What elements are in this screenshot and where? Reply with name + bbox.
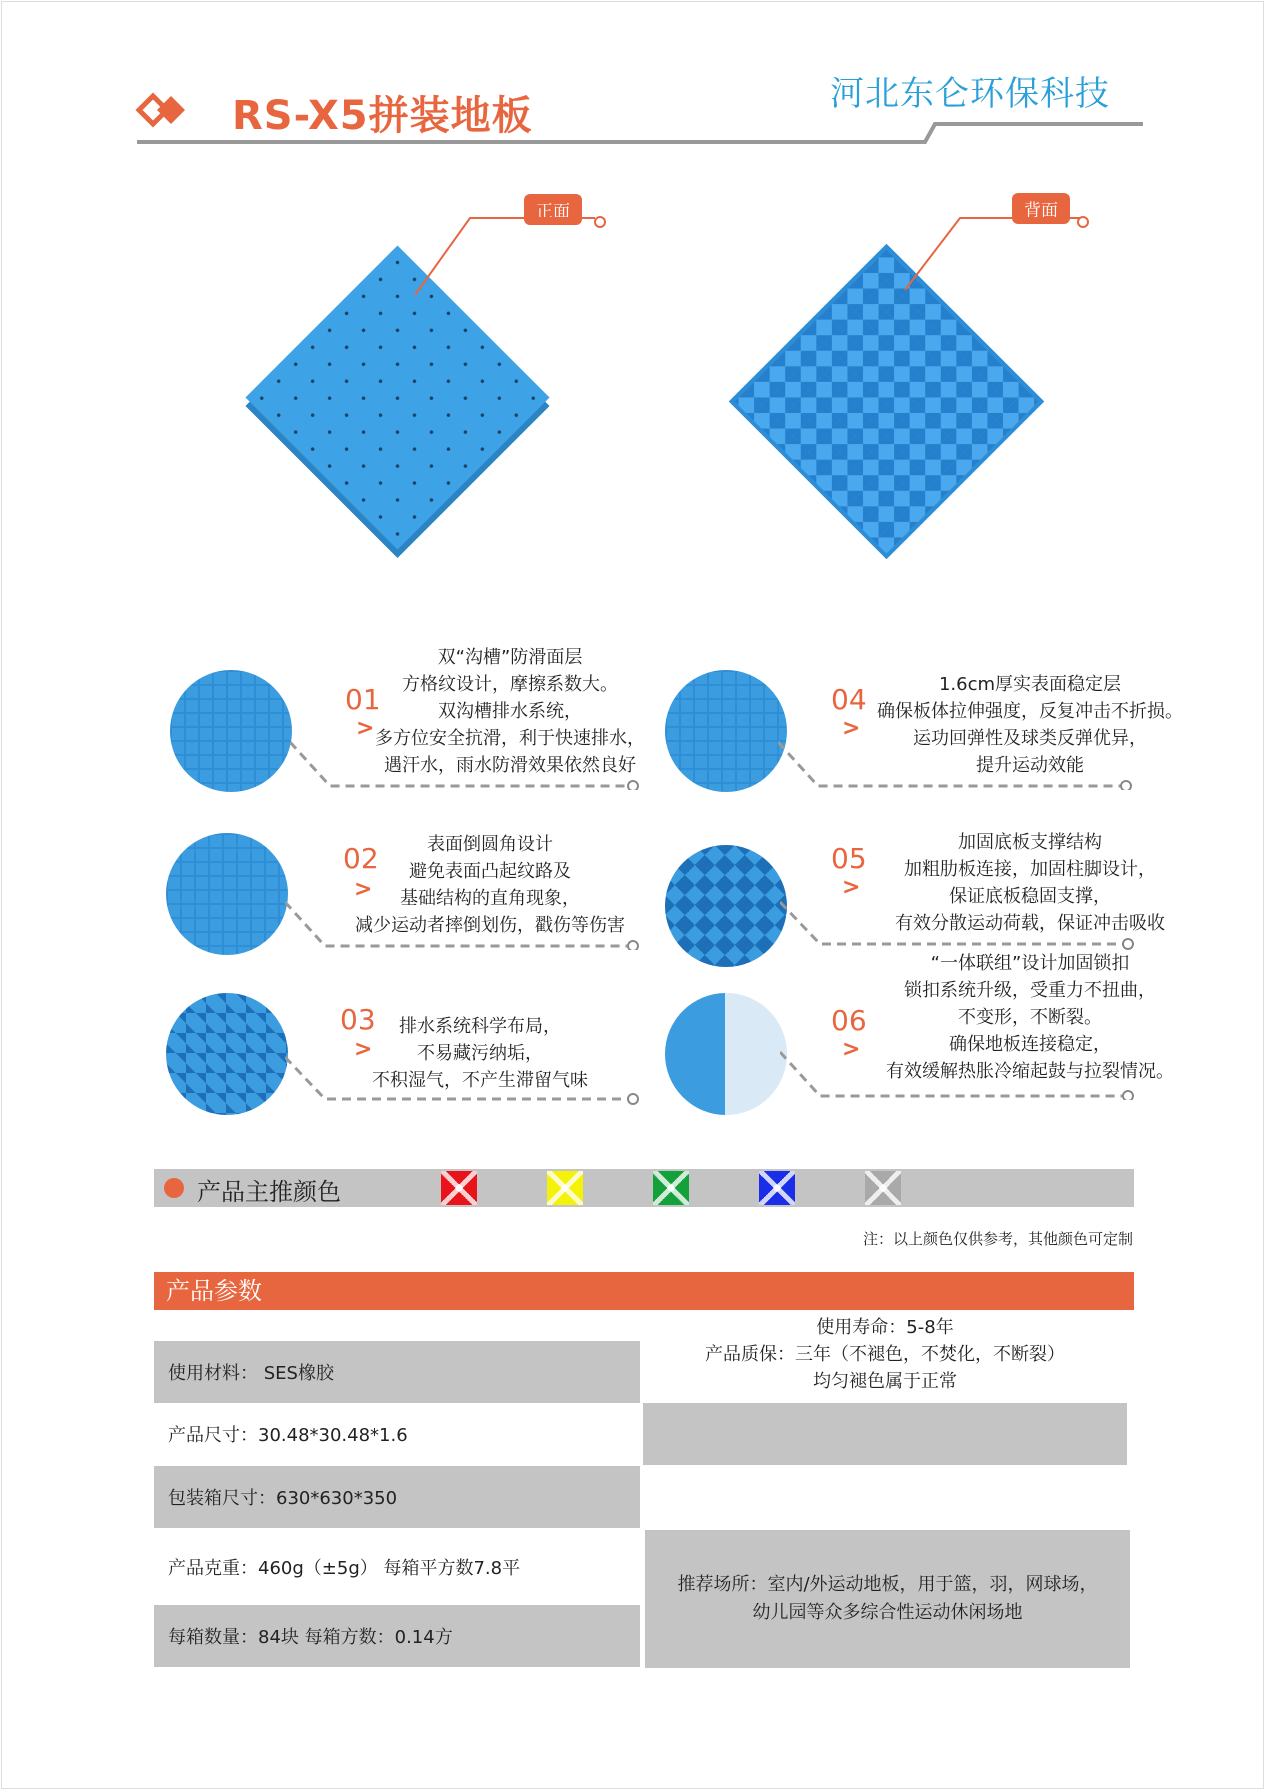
param-quantity: 每箱数量：84块 每箱方数：0.14方 bbox=[154, 1605, 640, 1667]
feature-01-number: 01 bbox=[345, 683, 381, 716]
param-weight: 产品克重：460g（±5g） 每箱平方数7.8平 bbox=[168, 1558, 521, 1579]
back-label: 背面 bbox=[1012, 193, 1070, 224]
feature-03-arrow-icon: > bbox=[354, 1037, 373, 1062]
feature-04-text: 1.6cm厚实表面稳定层 确保板体拉伸强度，反复冲击不折损。 运功回弹性及球类反弹优异， 提升运动效能 bbox=[877, 674, 1183, 776]
feature-02-text: 表面倒圆角设计 避免表面凸起纹路及 基础结构的直角现象， 减少运动者摔倒划伤，戳伤等伤害 bbox=[355, 834, 625, 936]
feature-03-number: 03 bbox=[340, 1003, 376, 1036]
color-swatch-red bbox=[441, 1171, 477, 1205]
param-lifespan-warranty: 使用寿命：5-8年 产品质保：三年（不褪色，不焚化，不断裂） 均匀褪色属于正常 bbox=[705, 1317, 1065, 1392]
feature-02-arrow-icon: > bbox=[354, 877, 373, 902]
color-swatch-blue bbox=[759, 1171, 795, 1205]
page-title: RS-X5拼装地板 bbox=[232, 93, 533, 139]
param-size: 产品尺寸：30.48*30.48*1.6 bbox=[168, 1425, 408, 1446]
params-heading: 产品参数 bbox=[154, 1272, 1134, 1310]
color-swatch-yellow bbox=[547, 1171, 583, 1205]
param-material: 使用材料： SES橡胶 bbox=[154, 1341, 640, 1403]
front-label: 正面 bbox=[524, 194, 582, 225]
bullet-icon bbox=[164, 1178, 184, 1198]
feature-06-image bbox=[665, 993, 787, 1115]
feature-03-text: 排水系统科学布局， 不易藏污纳垢， 不积湿气，不产生滞留气味 bbox=[372, 1016, 588, 1091]
color-swatch-green bbox=[653, 1171, 689, 1205]
color-bar bbox=[154, 1169, 1134, 1207]
feature-05-image bbox=[665, 845, 787, 967]
header-divider bbox=[135, 118, 1145, 148]
color-swatch-grey bbox=[865, 1171, 901, 1205]
feature-02-number: 02 bbox=[343, 842, 379, 875]
feature-03-image bbox=[166, 993, 288, 1115]
feature-02-image bbox=[166, 833, 288, 955]
feature-04-image bbox=[665, 670, 787, 792]
feature-04-arrow-icon: > bbox=[842, 716, 861, 741]
feature-05-number: 05 bbox=[831, 842, 867, 875]
feature-05-text: 加固底板支撑结构 加粗肋板连接，加固柱脚设计， 保证底板稳固支撑， 有效分散运动荷载，保证冲击吸收 bbox=[895, 832, 1165, 934]
param-recommended-venues: 推荐场所：室内/外运动地板，用于篮，羽，网球场， 幼儿园等众多综合性运动休闲场地 bbox=[645, 1530, 1130, 1668]
param-empty-row bbox=[643, 1403, 1127, 1465]
front-callout-line bbox=[410, 200, 610, 310]
feature-06-arrow-icon: > bbox=[842, 1037, 861, 1062]
feature-01-arrow-icon: > bbox=[356, 716, 375, 741]
feature-06-text: “一体联组”设计加固锁扣 锁扣系统升级，受重力不扭曲， 不变形，不断裂。 确保地板连接稳定， 有效缓解热胀冷缩起鼓与拉裂情况。 bbox=[886, 953, 1174, 1082]
param-box-size: 包装箱尺寸：630*630*350 bbox=[154, 1466, 640, 1528]
color-note: 注：以上颜色仅供参考，其他颜色可定制 bbox=[862, 1230, 1133, 1248]
feature-01-text: 双“沟槽”防滑面层 方格纹设计，摩擦系数大。 双沟槽排水系统， 多方位安全抗滑，利于快速排水， 遇汗水，雨水防滑效果依然良好 bbox=[375, 647, 645, 776]
back-callout-line bbox=[890, 200, 1090, 300]
color-bar-label: 产品主推颜色 bbox=[197, 1178, 341, 1206]
company-name: 河北东仑环保科技 bbox=[830, 74, 1110, 114]
feature-04-number: 04 bbox=[831, 683, 867, 716]
feature-06-number: 06 bbox=[831, 1004, 867, 1037]
feature-05-arrow-icon: > bbox=[842, 875, 861, 900]
feature-01-image bbox=[170, 670, 292, 792]
